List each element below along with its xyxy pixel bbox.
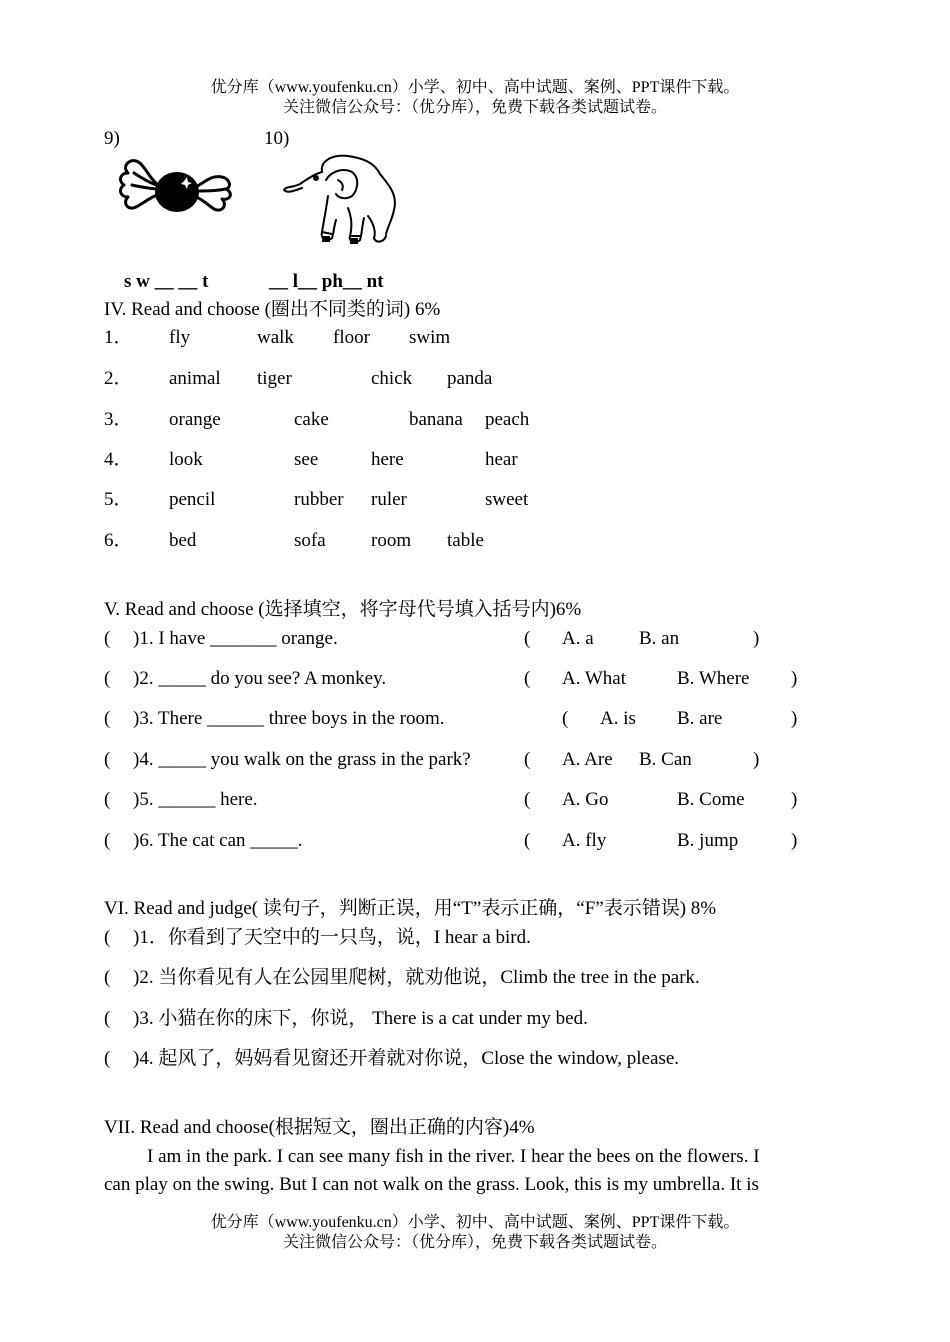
s5-q5-open: (: [524, 789, 531, 810]
s5-q5-question: )5. ______ here.: [133, 789, 258, 810]
s5-q2-open: (: [524, 668, 531, 689]
s5-q1-open: (: [524, 628, 531, 649]
s6-q4-text: )4. 起风了，妈妈看见窗还开着就对你说，Close the window, please.: [133, 1048, 680, 1069]
s5-q1-question: )1. I have _______ orange.: [133, 628, 338, 649]
section-6-title: VI. Read and judge( 读句子，判断正误，用“T”表示正确，“F”表示错误) 8%: [104, 898, 717, 919]
s5-q1-option-a: A. a: [562, 628, 594, 649]
s5-q6-close: ): [791, 830, 798, 851]
picture-number-10: 10): [264, 128, 290, 149]
s4-row-6-word-3: room: [371, 530, 412, 551]
s5-q6-option-a: A. fly: [562, 830, 607, 851]
s5-q4-close: ): [753, 749, 760, 770]
header-line-2: 关注微信公众号：（优分库），免费下载各类试题试卷。: [282, 99, 667, 116]
s4-row-5-word-4: sweet: [485, 489, 529, 510]
s4-row-1-word-2: walk: [257, 327, 294, 348]
s5-q4-option-b: B. Can: [639, 749, 692, 770]
s4-row-1-word-3: floor: [333, 327, 370, 348]
blank-word-9: s w __ __ t: [124, 271, 209, 292]
s6-q2-text: )2. 当你看见有人在公园里爬树，就劝他说，Climb the tree in the park.: [133, 967, 700, 988]
elephant-icon: [282, 150, 406, 248]
s6-q3-text: )3. 小猫在你的床下，你说， There is a cat under my bed.: [133, 1008, 588, 1029]
s4-row-3-word-2: cake: [294, 409, 329, 430]
s5-q6-paren: (: [104, 830, 111, 851]
s5-q3-open: (: [562, 708, 569, 729]
s4-row-3-number: 3．: [104, 409, 133, 430]
s4-row-2-word-2: tiger: [257, 368, 292, 389]
s4-row-4-number: 4．: [104, 449, 133, 470]
s5-q5-paren: (: [104, 789, 111, 810]
s5-q4-question: )4. _____ you walk on the grass in the park?: [133, 749, 471, 770]
s5-q4-open: (: [524, 749, 531, 770]
s4-row-3-word-1: orange: [169, 409, 221, 430]
s5-q2-question: )2. _____ do you see? A monkey.: [133, 668, 387, 689]
header-line-1: 优分库（www.youfenku.cn）小学、初中、高中试题、案例、PPT课件下载。: [210, 79, 740, 96]
s6-q1-paren: (: [104, 927, 111, 948]
s5-q5-close: ): [791, 789, 798, 810]
s5-q3-paren: (: [104, 708, 111, 729]
s5-q2-option-a: A. What: [562, 668, 627, 689]
s5-q3-close: ): [791, 708, 798, 729]
s5-q5-option-b: B. Come: [677, 789, 745, 810]
s4-row-4-word-3: here: [371, 449, 404, 470]
s5-q3-option-a: A. is: [600, 708, 636, 729]
s5-q2-paren: (: [104, 668, 111, 689]
picture-number-9: 9): [104, 128, 120, 149]
s6-q1-text: )1．你看到了天空中的一只鸟，说，I hear a bird.: [133, 927, 531, 948]
s5-q1-paren: (: [104, 628, 111, 649]
s4-row-2-word-1: animal: [169, 368, 221, 389]
s4-row-3-word-3: banana: [409, 409, 463, 430]
s5-q1-option-b: B. an: [639, 628, 680, 649]
s6-q2-paren: (: [104, 967, 111, 988]
section-7-title: VII. Read and choose(根据短文，圈出正确的内容)4%: [104, 1117, 535, 1138]
s4-row-6-word-1: bed: [169, 530, 197, 551]
s5-q6-question: )6. The cat can _____.: [133, 830, 303, 851]
sweet-candy-icon: [118, 155, 236, 225]
s4-row-6-word-2: sofa: [294, 530, 326, 551]
s4-row-5-word-2: rubber: [294, 489, 344, 510]
s4-row-6-number: 6．: [104, 530, 133, 551]
blank-word-10: __ l__ ph__ nt: [269, 271, 384, 292]
s4-row-2-number: 2．: [104, 368, 133, 389]
s4-row-5-word-1: pencil: [169, 489, 216, 510]
s4-row-4-word-2: see: [294, 449, 319, 470]
s5-q2-close: ): [791, 668, 798, 689]
s7-passage-line-1: I am in the park. I can see many fish in the river. I hear the bees on the flowers. I: [147, 1146, 760, 1167]
s7-passage-line-2: can play on the swing. But I can not walk on the grass. Look, this is my umbrella. It is: [104, 1174, 759, 1195]
section-5-title: V. Read and choose (选择填空，将字母代号填入括号内)6%: [104, 599, 582, 620]
s5-q1-close: ): [753, 628, 760, 649]
s5-q4-paren: (: [104, 749, 111, 770]
s5-q3-option-b: B. are: [677, 708, 723, 729]
s4-row-5-number: 5．: [104, 489, 133, 510]
s5-q4-option-a: A. Are: [562, 749, 613, 770]
s4-row-4-word-1: look: [169, 449, 203, 470]
s5-q6-option-b: B. jump: [677, 830, 739, 851]
s5-q3-question: )3. There ______ three boys in the room.: [133, 708, 445, 729]
s5-q6-open: (: [524, 830, 531, 851]
s4-row-1-word-4: swim: [409, 327, 451, 348]
s4-row-6-word-4: table: [447, 530, 484, 551]
s4-row-1-number: 1．: [104, 327, 133, 348]
s6-q3-paren: (: [104, 1008, 111, 1029]
s6-q4-paren: (: [104, 1048, 111, 1069]
s5-q5-option-a: A. Go: [562, 789, 609, 810]
footer-line-2: 关注微信公众号：（优分库），免费下载各类试题试卷。: [282, 1234, 667, 1251]
s4-row-3-word-4: peach: [485, 409, 530, 430]
section-4-title: IV. Read and choose (圈出不同类的词) 6%: [104, 299, 441, 320]
s4-row-5-word-3: ruler: [371, 489, 407, 510]
s5-q2-option-b: B. Where: [677, 668, 750, 689]
s4-row-1-word-1: fly: [169, 327, 191, 348]
s4-row-4-word-4: hear: [485, 449, 518, 470]
s4-row-2-word-4: panda: [447, 368, 493, 389]
s4-row-2-word-3: chick: [371, 368, 413, 389]
footer-line-1: 优分库（www.youfenku.cn）小学、初中、高中试题、案例、PPT课件下载。: [210, 1214, 740, 1231]
